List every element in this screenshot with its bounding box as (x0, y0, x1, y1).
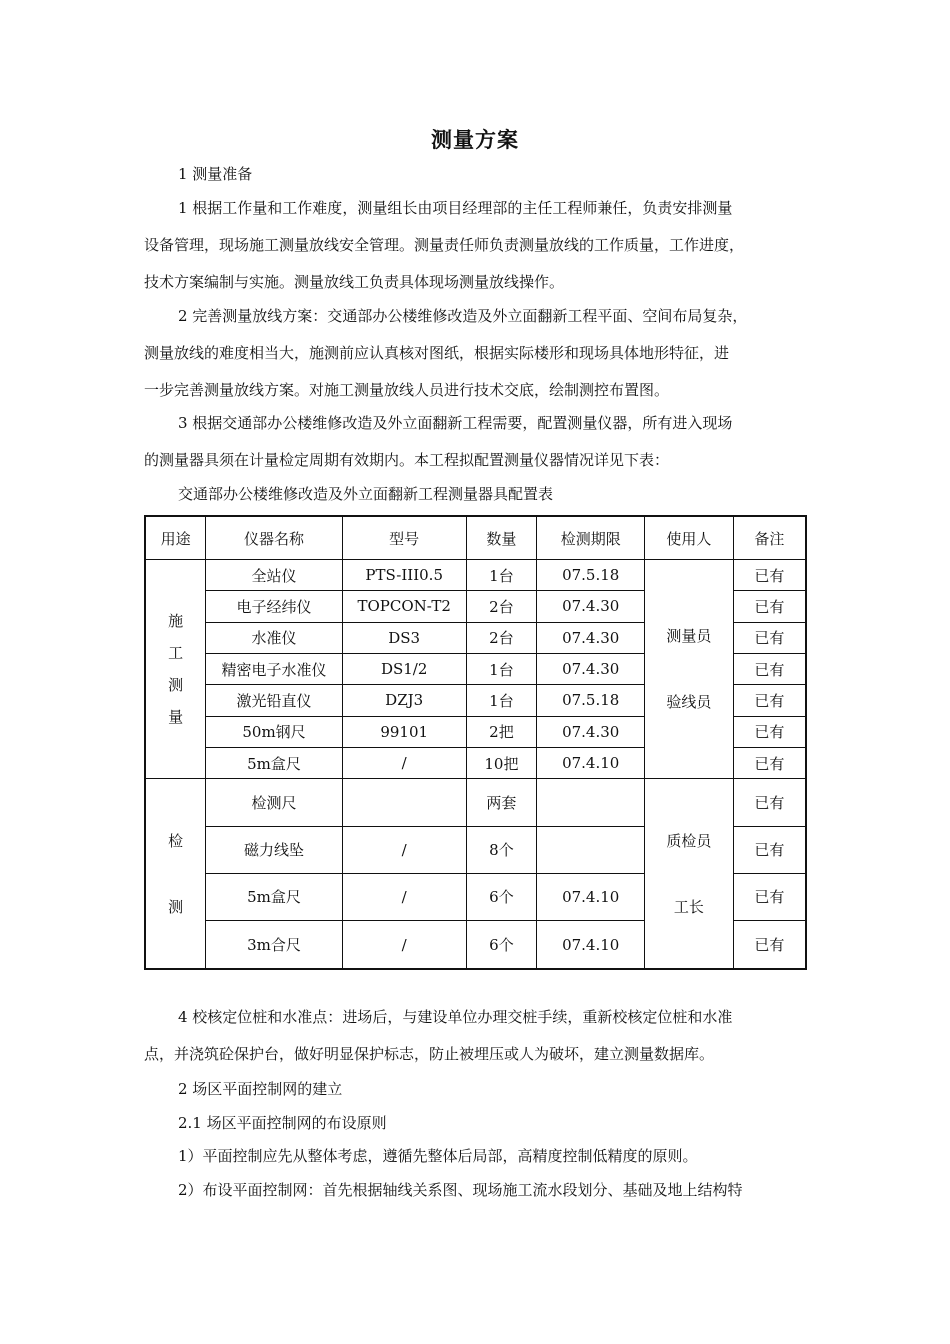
table-caption: 交通部办公楼维修改造及外立面翻新工程测量器具配置表 (178, 485, 554, 503)
cell-model: 99101 (342, 716, 466, 747)
cell-name: 50m钢尺 (206, 716, 343, 747)
cell-qty: 8个 (466, 826, 537, 873)
cell-model: / (342, 826, 466, 873)
paragraph-line: 设备管理，现场施工测量放线安全管理。测量责任师负责测量放线的工作质量，工作进度， (144, 236, 745, 254)
cell-remark: 已有 (733, 826, 806, 873)
header-cell: 数量 (466, 516, 537, 560)
table-row (145, 779, 806, 826)
user-cell-group1 (645, 560, 734, 779)
cell-period: 07.4.30 (537, 716, 645, 747)
cell-remark: 已有 (733, 873, 806, 920)
cell-remark: 已有 (733, 921, 806, 970)
cell-period: 07.5.18 (537, 685, 645, 716)
cell-remark: 已有 (733, 685, 806, 716)
cell-remark: 已有 (733, 716, 806, 747)
paragraph-line: 4 校核定位桩和水准点：进场后，与建设单位办理交桩手续，重新校核定位桩和水准 (178, 1008, 733, 1026)
user-cell-group2 (645, 779, 734, 969)
cell-qty: 10把 (466, 747, 537, 778)
cell-model (342, 779, 466, 826)
cell-qty: 2台 (466, 622, 537, 653)
cell-period: 07.4.30 (537, 653, 645, 684)
cell-name: 3m合尺 (206, 921, 343, 970)
cell-remark: 已有 (733, 560, 806, 591)
instrument-config-table (144, 515, 807, 970)
cell-model: / (342, 747, 466, 778)
paragraph-4 (144, 999, 808, 1073)
cell-model: PTS-III0.5 (342, 560, 466, 591)
usage-char: 测 (168, 676, 184, 695)
user-name: 测量员 (666, 627, 712, 646)
paragraph-3 (144, 405, 808, 479)
document-title: 测量方案 (431, 128, 519, 152)
header-cell: 使用人 (645, 516, 734, 560)
cell-qty: 2把 (466, 716, 537, 747)
cell-name: 全站仪 (206, 560, 343, 591)
paragraph-line: 2 完善测量放线方案：交通部办公楼维修改造及外立面翻新工程平面、空间布局复杂， (178, 307, 748, 325)
paragraph-line: 1 根据工作量和工作难度，测量组长由项目经理部的主任工程师兼任，负责安排测量 (178, 199, 733, 217)
header-cell: 检测期限 (537, 516, 645, 560)
usage-char: 工 (168, 644, 184, 663)
cell-period: 07.4.30 (537, 622, 645, 653)
cell-model: / (342, 921, 466, 970)
paragraph-5: 1）平面控制应先从整体考虑，遵循先整体后局部，高精度控制低精度的原则。 (178, 1147, 698, 1165)
usage-cell-construction (145, 560, 206, 779)
cell-name: 精密电子水准仪 (206, 653, 343, 684)
cell-period: 07.4.30 (537, 591, 645, 622)
cell-model: TOPCON-T2 (342, 591, 466, 622)
paragraph-line: 点，并浇筑砼保护台，做好明显保护标志，防止被埋压或人为破坏，建立测量数据库。 (144, 1045, 715, 1063)
user-name: 质检员 (666, 831, 712, 850)
paragraph-line: 3 根据交通部办公楼维修改造及外立面翻新工程需要，配置测量仪器，所有进入现场 (178, 414, 733, 432)
cell-qty: 1台 (466, 560, 537, 591)
paragraph-line: 的测量器具须在计量检定周期有效期内。本工程拟配置测量仪器情况详见下表： (144, 451, 670, 469)
cell-period (537, 779, 645, 826)
paragraph-6: 2）布设平面控制网：首先根据轴线关系图、现场施工流水段划分、基础及地上结构特 (178, 1181, 743, 1199)
cell-period: 07.4.10 (537, 873, 645, 920)
cell-model: DS1/2 (342, 653, 466, 684)
usage-cell-inspection (145, 779, 206, 969)
header-cell: 用途 (145, 516, 206, 560)
usage-char: 检 (168, 831, 184, 850)
cell-model: / (342, 873, 466, 920)
header-cell: 仪器名称 (206, 516, 343, 560)
cell-remark: 已有 (733, 653, 806, 684)
paragraph-1 (144, 190, 808, 301)
cell-qty: 两套 (466, 779, 537, 826)
table-header-row (145, 516, 806, 560)
paragraph-line: 一步完善测量放线方案。对施工测量放线人员进行技术交底，绘制测控布置图。 (144, 381, 670, 399)
cell-remark: 已有 (733, 591, 806, 622)
table-row (145, 560, 806, 591)
cell-qty: 6个 (466, 873, 537, 920)
user-name: 工长 (673, 897, 704, 916)
usage-char: 测 (168, 897, 184, 916)
usage-char: 量 (168, 708, 184, 727)
paragraph-line: 技术方案编制与实施。测量放线工负责具体现场测量放线操作。 (144, 273, 565, 291)
cell-period: 07.4.10 (537, 921, 645, 970)
cell-name: 5m盒尺 (206, 873, 343, 920)
section-heading-1: 1 测量准备 (178, 165, 253, 183)
cell-qty: 1台 (466, 685, 537, 716)
cell-name: 磁力线坠 (206, 826, 343, 873)
cell-name: 激光铅直仪 (206, 685, 343, 716)
paragraph-2 (144, 298, 808, 409)
cell-period (537, 826, 645, 873)
cell-name: 水准仪 (206, 622, 343, 653)
cell-name: 5m盒尺 (206, 747, 343, 778)
cell-remark: 已有 (733, 779, 806, 826)
cell-qty: 2台 (466, 591, 537, 622)
cell-remark: 已有 (733, 747, 806, 778)
cell-remark: 已有 (733, 622, 806, 653)
cell-period: 07.5.18 (537, 560, 645, 591)
user-name: 验线员 (666, 693, 712, 712)
usage-char: 施 (168, 612, 184, 631)
cell-model: DZJ3 (342, 685, 466, 716)
cell-period: 07.4.10 (537, 747, 645, 778)
paragraph-line: 测量放线的难度相当大，施测前应认真核对图纸，根据实际楼形和现场具体地形特征，进 (144, 344, 730, 362)
cell-name: 检测尺 (206, 779, 343, 826)
header-cell: 备注 (733, 516, 806, 560)
header-cell: 型号 (342, 516, 466, 560)
cell-qty: 6个 (466, 921, 537, 970)
section-heading-2-1: 2.1 场区平面控制网的布设原则 (178, 1114, 387, 1132)
section-heading-2: 2 场区平面控制网的建立 (178, 1080, 343, 1098)
cell-name: 电子经纬仪 (206, 591, 343, 622)
cell-model: DS3 (342, 622, 466, 653)
cell-qty: 1台 (466, 653, 537, 684)
